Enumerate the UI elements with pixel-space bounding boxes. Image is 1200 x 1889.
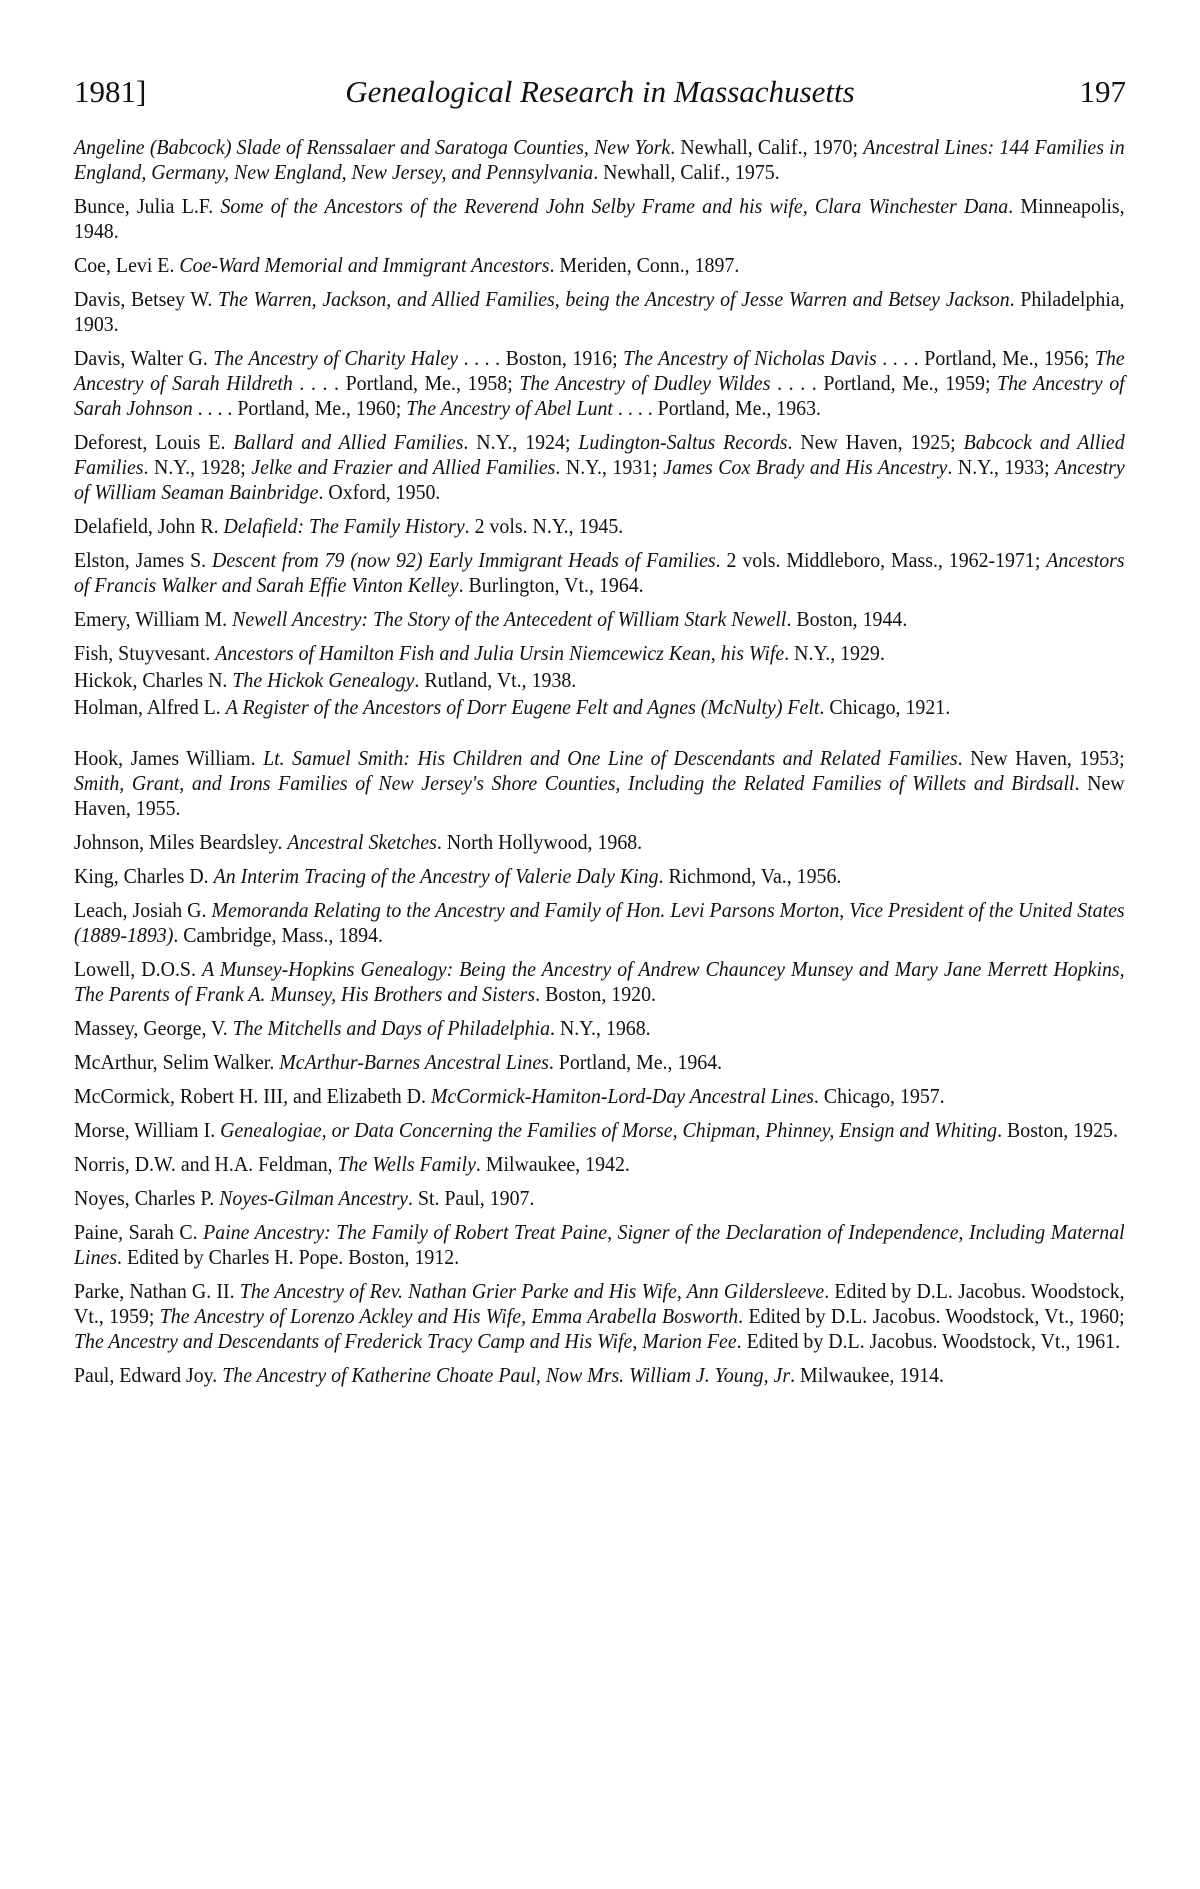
bibliography-entry [74, 548, 1125, 598]
bibliography-entry [74, 346, 1125, 421]
entry-title: Ancestors of Francis Walker and Sarah Effie Vinton Kelley [74, 548, 1125, 597]
entry-text: . 2 vols. Middleboro, Mass., 1962-1971; [715, 548, 1047, 572]
entry-text: . N.Y., 1931; [555, 455, 664, 479]
entry-title: The Wells Family [337, 1152, 476, 1176]
bibliography-entry [74, 1152, 1125, 1177]
entry-text: . Boston, 1944. [786, 607, 908, 631]
entry-text: . Rutland, Vt., 1938. [414, 668, 577, 692]
entry-title: Coe-Ward Memorial and Immigrant Ancestors [179, 253, 550, 277]
bibliography-entry [74, 607, 1125, 632]
bibliography-entry [74, 253, 1125, 278]
entry-text: Emery, William M. [74, 607, 233, 631]
entry-text: Delafield, John R. [74, 514, 224, 538]
entry-title: Ancestors of Hamilton Fish and Julia Ursin Niemcewicz Kean, his Wife [215, 641, 785, 665]
entry-title: Some of the Ancestors of the Reverend John Selby Frame and his wife, Clara Winchester Dana [220, 194, 1009, 218]
bibliography-entry [74, 1186, 1125, 1211]
entry-text: . . . . Portland, Me., 1958; [292, 371, 520, 395]
entry-title: Angeline (Babcock) Slade of Renssalaer and Saratoga Counties, New York [74, 135, 671, 159]
bibliography-entry [74, 135, 1125, 185]
bibliography-entry [74, 641, 1125, 666]
entry-text: Norris, D.W. and H.A. Feldman, [74, 1152, 338, 1176]
entry-text: Bunce, Julia L.F. [74, 194, 221, 218]
entry-title: The Warren, Jackson, and Allied Families, being the Ancestry of Jesse Warren and Betsey Jackson [218, 287, 1010, 311]
entry-text: . Edited by D.L. Jacobus. Woodstock, Vt., 1961. [736, 1329, 1121, 1353]
entry-text: Hickok, Charles N. [74, 668, 233, 692]
entry-text: Deforest, Louis E. [74, 430, 234, 454]
bibliography-entry [74, 287, 1125, 337]
entry-text: . St. Paul, 1907. [408, 1186, 535, 1210]
entry-title: Genealogiae, or Data Concerning the Families of Morse, Chipman, Phinney, Ensign and Whiting [220, 1118, 998, 1142]
entry-text: . N.Y., 1928; [143, 455, 252, 479]
entry-text: . Boston, 1920. [535, 982, 657, 1006]
entry-title: The Ancestry of Abel Lunt [406, 396, 613, 420]
entry-text: Davis, Betsey W. [74, 287, 219, 311]
entry-text: . Philadelphia, 1903. [74, 287, 1125, 336]
entry-title: The Ancestry of Nicholas Davis [623, 346, 877, 370]
entry-text: . Edited by D.L. Jacobus. Woodstock, Vt., 1959; [74, 1279, 1125, 1328]
entry-text: . New Haven, 1953; [957, 746, 1125, 770]
entry-text: . Richmond, Va., 1956. [658, 864, 842, 888]
entry-text: . . . . Portland, Me., 1956; [876, 346, 1095, 370]
bibliography-entry [74, 1118, 1125, 1143]
entry-text: King, Charles D. [74, 864, 214, 888]
entry-title: The Ancestry and Descendants of Frederick Tracy Camp and His Wife, Marion Fee [74, 1329, 737, 1353]
entry-text: . N.Y., 1924; [463, 430, 579, 454]
entry-title: Jelke and Frazier and Allied Families [251, 455, 556, 479]
entry-text: . . . . Boston, 1916; [458, 346, 624, 370]
entry-text: McCormick, Robert H. III, and Elizabeth D. [74, 1084, 431, 1108]
entry-text: . Minneapolis, 1948. [74, 194, 1125, 243]
entry-text: Fish, Stuyvesant. [74, 641, 216, 665]
entry-title: The Ancestry of Charity Haley [213, 346, 459, 370]
entry-text: Coe, Levi E. [74, 253, 180, 277]
entry-title: The Hickok Genealogy [232, 668, 415, 692]
entry-text: . . . . Portland, Me., 1959; [770, 371, 998, 395]
entry-title: The Ancestry of Katherine Choate Paul, Now Mrs. William J. Young, Jr [222, 1363, 791, 1387]
bibliography-entry [74, 695, 1125, 720]
entry-text: . Burlington, Vt., 1964. [458, 573, 644, 597]
bibliography-entry [74, 1220, 1125, 1270]
entry-text: . 2 vols. N.Y., 1945. [464, 514, 624, 538]
bibliography-entry [74, 830, 1125, 855]
entry-title: An Interim Tracing of the Ancestry of Valerie Daly King [213, 864, 659, 888]
entry-title: Ancestry of William Seaman Bainbridge [74, 455, 1125, 504]
entry-title: Smith, Grant, and Irons Families of New Jersey's Shore Counties, Including the Related Families of Willets and Birdsall [74, 771, 1075, 795]
entry-title: McArthur-Barnes Ancestral Lines [279, 1050, 549, 1074]
entry-text: . North Hollywood, 1968. [436, 830, 643, 854]
entry-title: The Ancestry of Lorenzo Ackley and His Wife, Emma Arabella Bosworth [159, 1304, 739, 1328]
entry-text: . Meriden, Conn., 1897. [549, 253, 740, 277]
entry-text: . Boston, 1925. [997, 1118, 1118, 1142]
bibliography-entry [74, 194, 1125, 244]
bibliography-entry [74, 1016, 1125, 1041]
entry-text: Massey, George, V. [74, 1016, 233, 1040]
entry-title: James Cox Brady and His Ancestry [663, 455, 948, 479]
entry-title: Newell Ancestry: The Story of the Antecedent of William Stark Newell [232, 607, 787, 631]
entry-title: Ancestral Lines: 144 Families in England, Germany, New England, New Jersey, and Pennsylvania [74, 135, 1125, 184]
entry-text: . New Haven, 1955. [74, 771, 1125, 820]
bibliography-entry [74, 1363, 1125, 1388]
entry-title: The Ancestry of Sarah Hildreth [74, 346, 1125, 395]
entry-text: Morse, William I. [74, 1118, 221, 1142]
entry-title: Ludington-Saltus Records [578, 430, 788, 454]
bibliography-entry [74, 864, 1125, 889]
entry-title: The Mitchells and Days of Philadelphia [232, 1016, 551, 1040]
entry-text: . Milwaukee, 1942. [475, 1152, 630, 1176]
entry-text: Johnson, Miles Beardsley. [74, 830, 288, 854]
entry-text: . Milwaukee, 1914. [790, 1363, 945, 1387]
entry-text: . Edited by D.L. Jacobus. Woodstock, Vt., 1960; [738, 1304, 1125, 1328]
entry-title: Delafield: The Family History [223, 514, 465, 538]
entry-title: Ballard and Allied Families [233, 430, 464, 454]
entry-title: Noyes-Gilman Ancestry [219, 1186, 409, 1210]
page-number: 197 [1079, 74, 1126, 109]
entry-text: . Chicago, 1921. [819, 695, 951, 719]
entry-title: The Ancestry of Dudley Wildes [519, 371, 771, 395]
volume-year: 1981] [74, 74, 147, 109]
entry-text: Holman, Alfred L. [74, 695, 226, 719]
entry-text: . New Haven, 1925; [787, 430, 964, 454]
running-header [74, 70, 1126, 114]
entry-text: . . . . Portland, Me., 1960; [192, 396, 407, 420]
entry-text: McArthur, Selim Walker. [74, 1050, 280, 1074]
entry-text: Davis, Walter G. [74, 346, 214, 370]
running-title: Genealogical Research in Massachusetts [345, 74, 855, 109]
entry-text: Hook, James William. [74, 746, 264, 770]
entry-text: Elston, James S. [74, 548, 212, 572]
entry-text: Leach, Josiah G. [74, 898, 212, 922]
entry-text: . N.Y., 1968. [550, 1016, 651, 1040]
bibliography-entry [74, 668, 1125, 693]
bibliography-list [74, 135, 1125, 1397]
bibliography-entry [74, 1050, 1125, 1075]
entry-text: . Portland, Me., 1964. [548, 1050, 723, 1074]
bibliography-entry [74, 898, 1125, 948]
entry-text: Paine, Sarah C. [74, 1220, 204, 1244]
bibliography-entry [74, 514, 1125, 539]
entry-title: Ancestral Sketches [287, 830, 437, 854]
entry-text: . N.Y., 1933; [947, 455, 1056, 479]
entry-text: . N.Y., 1929. [784, 641, 885, 665]
bibliography-entry [74, 1084, 1125, 1109]
entry-text: . Newhall, Calif., 1975. [593, 160, 780, 184]
entry-text: . Cambridge, Mass., 1894. [173, 923, 384, 947]
entry-text: . Newhall, Calif., 1970; [670, 135, 864, 159]
entry-text: Lowell, D.O.S. [74, 957, 203, 981]
bibliography-entry [74, 957, 1125, 1007]
entry-title: Memoranda Relating to the Ancestry and Family of Hon. Levi Parsons Morton, Vice President of the United States (1889-1893) [74, 898, 1125, 947]
entry-title: Babcock and Allied Families [74, 430, 1125, 479]
bibliography-entry [74, 430, 1125, 505]
entry-text: Parke, Nathan G. II. [74, 1279, 240, 1303]
entry-title: Paine Ancestry: The Family of Robert Treat Paine, Signer of the Declaration of Independence, Including Maternal Lines [74, 1220, 1125, 1269]
entry-title: McCormick-Hamiton-Lord-Day Ancestral Lines [430, 1084, 814, 1108]
bibliography-entry [74, 746, 1125, 821]
entry-title: The Ancestry of Sarah Johnson [74, 371, 1125, 420]
entry-text: . Edited by Charles H. Pope. Boston, 1912. [117, 1245, 460, 1269]
entry-text: . Chicago, 1957. [813, 1084, 945, 1108]
entry-text: . . . . Portland, Me., 1963. [612, 396, 821, 420]
entry-text: Noyes, Charles P. [74, 1186, 220, 1210]
entry-title: A Munsey-Hopkins Genealogy: Being the Ancestry of Andrew Chauncey Munsey and Mary Jane Merrett Hopkins, The Parents of Frank A. Munsey, His Brothers and Sisters [74, 957, 1125, 1006]
bibliography-entry [74, 1279, 1125, 1354]
entry-text: . Oxford, 1950. [318, 480, 441, 504]
entry-title: The Ancestry of Rev. Nathan Grier Parke and His Wife, Ann Gildersleeve [239, 1279, 825, 1303]
entry-title: A Register of the Ancestors of Dorr Eugene Felt and Agnes (McNulty) Felt [225, 695, 820, 719]
entry-text: Paul, Edward Joy. [74, 1363, 223, 1387]
entry-title: Lt. Samuel Smith: His Children and One Line of Descendants and Related Families [263, 746, 958, 770]
entry-title: Descent from 79 (now 92) Early Immigrant Heads of Families [212, 548, 716, 572]
